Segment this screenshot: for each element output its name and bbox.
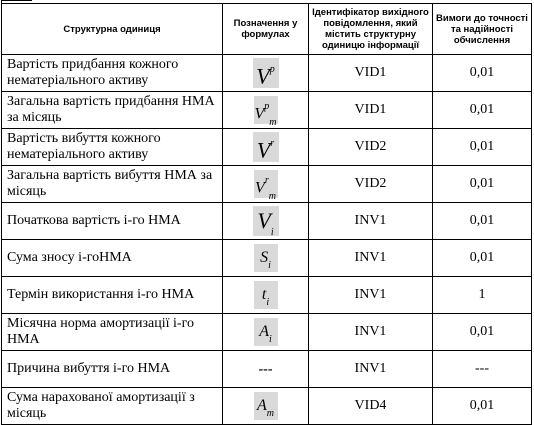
message-identifier: INV1 <box>309 240 433 277</box>
structural-unit-name: Причина вибуття і-го НМА <box>2 351 223 388</box>
formula-symbol <box>253 206 279 239</box>
header-symbol: Позначення у формулах <box>223 4 309 55</box>
symbol-superscript: p <box>269 64 275 75</box>
accuracy-requirement: 0,01 <box>433 240 532 277</box>
table-body <box>2 55 532 425</box>
table-row <box>2 55 532 92</box>
header-identifier: Ідентифікатор вихідного повідомлення, який містить структурну одиницю інформації <box>309 4 433 55</box>
symbol-base: V <box>254 105 265 123</box>
structural-unit-name: Початкова вартість і-го НМА <box>2 203 223 240</box>
structural-unit-name: Термін використання і-го НМА <box>2 277 223 314</box>
symbol-base: A <box>256 397 267 414</box>
header-structural-unit: Структурна одиниця <box>2 4 223 55</box>
message-identifier: VID1 <box>309 92 433 129</box>
symbol-base: V <box>256 137 271 163</box>
symbol-superscript: r <box>270 138 275 149</box>
formula-symbol-cell <box>223 388 309 425</box>
accuracy-requirement: 0,01 <box>433 92 532 129</box>
formula-symbol <box>253 58 279 88</box>
table-row <box>2 166 532 203</box>
accuracy-requirement: 0,01 <box>433 388 532 425</box>
structural-unit-name: Загальна вартість придбання НМА за місяць <box>2 92 223 129</box>
accuracy-requirement: 1 <box>433 277 532 314</box>
symbol-subscript: m <box>268 190 276 202</box>
symbol-base: V <box>256 63 270 89</box>
symbol-dash: --- <box>258 362 273 377</box>
symbol-base: S <box>260 249 269 266</box>
accuracy-requirement: 0,01 <box>433 129 532 166</box>
message-identifier: VID2 <box>309 129 433 166</box>
symbol-base: V <box>257 208 271 233</box>
formula-symbol <box>254 318 278 346</box>
accuracy-requirement: 0,01 <box>433 203 532 240</box>
table-header-row <box>2 4 532 55</box>
symbol-subscript: i <box>268 260 271 272</box>
formula-symbol-cell <box>223 240 309 277</box>
formula-symbol-cell <box>223 166 309 203</box>
structural-units-table <box>1 3 532 425</box>
symbol-base: V <box>255 179 265 197</box>
message-identifier: VID4 <box>309 388 433 425</box>
symbol-subscript: i <box>269 334 272 346</box>
accuracy-requirement: 0,01 <box>433 166 532 203</box>
table-row <box>2 240 532 277</box>
message-identifier: INV1 <box>309 203 433 240</box>
formula-symbol <box>254 244 278 272</box>
formula-symbol <box>254 281 278 309</box>
message-identifier: INV1 <box>309 351 433 388</box>
symbol-superscript: p <box>264 101 270 112</box>
table-row <box>2 203 532 240</box>
symbol-superscript: r <box>264 175 269 186</box>
symbol-subscript: m <box>266 408 274 420</box>
formula-symbol <box>254 96 278 128</box>
structural-unit-name: Загальна вартість вибуття НМА за місяць <box>2 166 223 203</box>
table-row <box>2 277 532 314</box>
formula-symbol-cell <box>223 92 309 129</box>
structural-unit-name: Вартість придбання кожного нематеріального активу <box>2 55 223 92</box>
message-identifier: VID2 <box>309 166 433 203</box>
structural-unit-name: Сума зносу і-гоНМА <box>2 240 223 277</box>
accuracy-requirement: 0,01 <box>433 55 532 92</box>
formula-symbol-cell <box>223 314 309 351</box>
table-row <box>2 388 532 425</box>
formula-symbol-cell <box>223 55 309 92</box>
symbol-subscript: i <box>270 227 274 239</box>
formula-symbol-cell <box>223 351 309 388</box>
message-identifier: INV1 <box>309 314 433 351</box>
symbol-subscript: m <box>269 116 277 128</box>
message-identifier: INV1 <box>309 277 433 314</box>
structural-unit-name: Сума нарахованої амортизації з місяць <box>2 388 223 425</box>
symbol-base: A <box>259 323 269 340</box>
table-row <box>2 351 532 388</box>
accuracy-requirement: 0,01 <box>433 314 532 351</box>
structural-unit-name: Місячна норма амортизації і-го НМА <box>2 314 223 351</box>
message-identifier: VID1 <box>309 55 433 92</box>
symbol-base: t <box>261 286 267 303</box>
accuracy-requirement: --- <box>433 351 532 388</box>
table-row <box>2 314 532 351</box>
table-row <box>2 92 532 129</box>
symbol-subscript: i <box>266 297 270 309</box>
formula-symbol-cell <box>223 129 309 166</box>
formula-symbol-cell <box>223 277 309 314</box>
formula-symbol <box>253 132 279 162</box>
structural-unit-name: Вартість вибуття кожного нематеріального активу <box>2 129 223 166</box>
header-accuracy: Вимоги до точності та надійності обчислення <box>433 4 532 55</box>
table-row <box>2 129 532 166</box>
formula-symbol <box>254 392 278 420</box>
formula-symbol <box>254 170 278 202</box>
formula-symbol-cell <box>223 203 309 240</box>
